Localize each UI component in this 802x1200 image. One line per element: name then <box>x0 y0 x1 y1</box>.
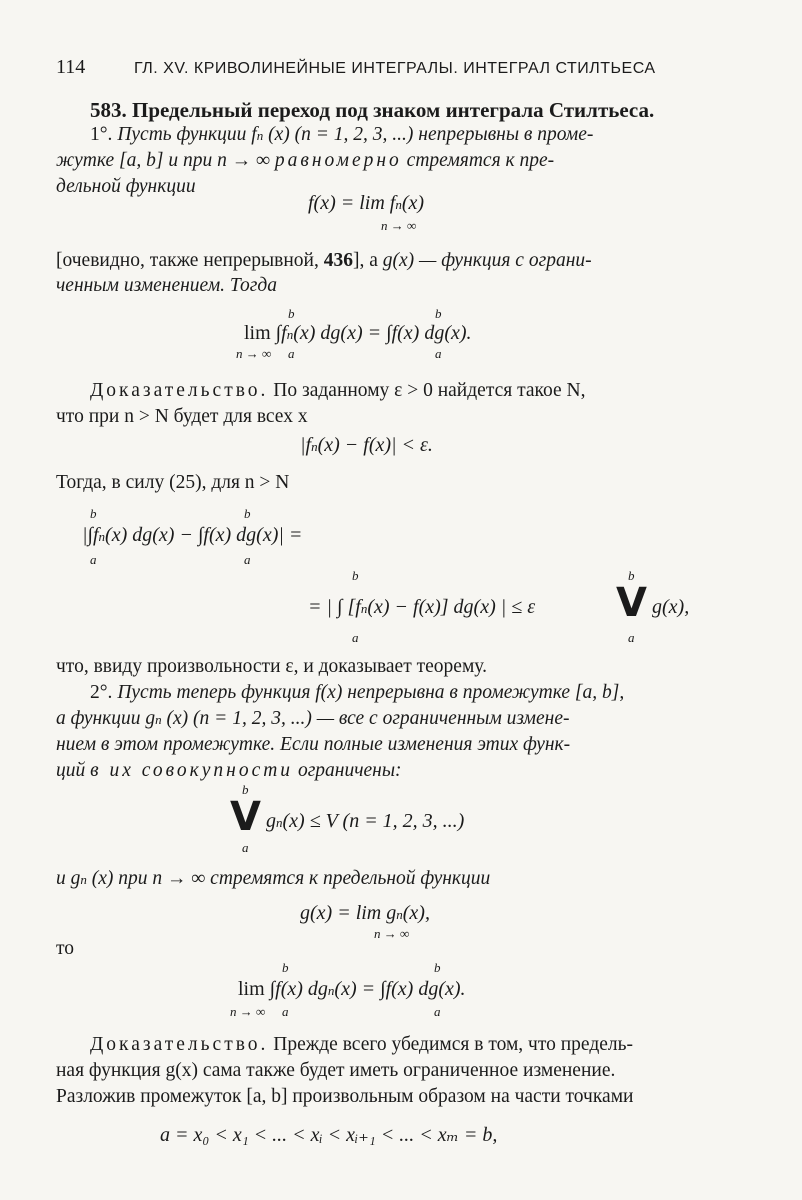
theorem2-line4 <box>56 758 402 784</box>
integral-middle: (x) dg(x) = <box>293 322 382 344</box>
subscript: n <box>98 529 106 544</box>
integral-upper-limit: b <box>352 568 359 583</box>
variation-lower-limit: a <box>242 840 249 855</box>
integral-lower-limit: a <box>244 552 251 567</box>
integral-upper-limit: b <box>288 306 295 321</box>
paragraph2-text-c: g(x) — функция с ограни- <box>382 250 592 271</box>
proof1-line3: Тогда, в силу (25), для n > N <box>56 472 290 493</box>
theorem2-line4-a: ций <box>56 760 86 781</box>
integral-lower-limit: a <box>352 630 359 645</box>
subscript: n <box>256 128 264 143</box>
theorem2-line5-a: и g <box>56 868 81 889</box>
formula-limit-function-b: (x) <box>401 192 425 214</box>
integral-right: ∫f(x) dg(x). <box>380 978 466 1000</box>
limit-symbol: lim <box>238 978 265 1000</box>
integral-upper-limit: b <box>434 960 441 975</box>
theorem1-line2 <box>56 148 554 174</box>
running-title: ГЛ. XV. КРИВОЛИНЕЙНЫЕ ИНТЕГРАЛЫ. ИНТЕГРАЛ СТИЛТЬЕСА <box>134 60 656 77</box>
theorem1-line1 <box>90 122 593 149</box>
subscript: n <box>286 327 294 342</box>
theorem2-number: 2°. <box>90 682 113 703</box>
formula-estimate-b: (x) − f(x)] dg(x) | ≤ ε <box>367 596 536 618</box>
formula-estimate-a: = | ∫ [f <box>308 596 361 618</box>
paragraph2-line1 <box>56 248 592 274</box>
variation-upper-limit: b <box>242 782 249 797</box>
theorem1-line2-b: стремятся к пре- <box>406 150 555 171</box>
formula-uniform-bound-a: |f <box>300 434 312 456</box>
integral-lower-limit: a <box>288 346 295 361</box>
subscript: n <box>155 712 162 727</box>
subscript: n <box>396 907 403 922</box>
page-number: 114 <box>56 56 86 78</box>
formula-limit-under: n → ∞ <box>236 346 272 361</box>
proof1-text: По заданному ε > 0 найдется такое N, <box>273 380 586 401</box>
theorem1-text-b: (x) (n = 1, 2, 3, ...) непрерывны в проме- <box>268 124 594 145</box>
formula-limit-under: n → ∞ <box>381 218 417 233</box>
formula-limit-under: n → ∞ <box>374 926 410 941</box>
integral-upper-limit: b <box>244 506 251 521</box>
variation-lower-limit: a <box>628 630 635 645</box>
formula-uniform-bound <box>300 434 433 457</box>
formula-limit-g-a: g(x) = lim g <box>300 902 397 924</box>
integral-right: ∫f(x) dg(x). <box>386 322 472 344</box>
theorem2-line2 <box>56 706 569 733</box>
subscript: n <box>395 197 402 212</box>
formula-estimate <box>308 596 535 619</box>
theorem1-emphasis: равномерно <box>274 150 402 171</box>
paragraph2-text-a: [очевидно, также непрерывной, <box>56 250 319 271</box>
integral-lower-limit: a <box>282 1004 289 1019</box>
theorem2-line5-b: (x) при n → ∞ стремятся к предельной функции <box>91 868 491 889</box>
paragraph2-line2: ченным изменением. Тогда <box>56 275 278 296</box>
total-variation-symbol: V <box>230 794 261 840</box>
variation-upper-limit: b <box>628 568 635 583</box>
formula-difference-a: |∫f <box>82 524 99 546</box>
theorem2-line1 <box>90 680 624 706</box>
formula-uniform-bound-b: (x) − f(x)| < ε. <box>317 434 433 456</box>
subscript: n <box>311 439 318 454</box>
theorem2-line5 <box>56 866 490 893</box>
total-variation-symbol: V <box>616 580 647 626</box>
formula-bounded-variation-a: g <box>266 810 276 832</box>
integral-upper-limit: b <box>90 506 97 521</box>
integral-lower-limit: a <box>90 552 97 567</box>
integral-left: ∫f <box>275 322 287 344</box>
integral-upper-limit: b <box>435 306 442 321</box>
integral-middle: (x) = <box>334 978 376 1000</box>
proof1-conclusion: что, ввиду произвольности ε, и доказывает теорему. <box>56 656 487 677</box>
proof-word: Доказательство. <box>90 380 269 401</box>
proof2-line3: Разложив промежуток [a, b] произвольным образом на части точками <box>56 1086 634 1107</box>
theorem1-text-a: Пусть функции f <box>117 124 257 145</box>
theorem2-line2-b: (x) (n = 1, 2, 3, ...) — все с ограниченным измене- <box>166 708 570 729</box>
formula-theorem2 <box>238 978 466 1001</box>
formula-difference-b: (x) dg(x) − ∫f(x) dg(x)| = <box>105 524 303 546</box>
formula-limit-g <box>300 902 430 925</box>
paragraph2-text-b: ], а <box>352 250 378 271</box>
formula-main-theorem <box>244 322 472 345</box>
theorem1-number: 1°. <box>90 124 113 145</box>
proof-word: Доказательство. <box>90 1034 269 1055</box>
section-reference: 436 <box>323 250 353 271</box>
limit-symbol: lim <box>244 322 271 344</box>
theorem1-line2-a: жутке [a, b] и при n → ∞ <box>56 150 270 171</box>
formula-limit-function-a: f(x) = lim f <box>308 192 396 214</box>
theorem2-text: Пусть теперь функция f(x) непрерывна в промежутке [a, b], <box>117 682 625 703</box>
integral-lower-limit: a <box>434 1004 441 1019</box>
theorem2-emphasis: в их совокупности <box>90 760 294 781</box>
formula-bounded-variation-b: (x) ≤ V (n = 1, 2, 3, ...) <box>282 810 465 832</box>
section-heading: 583. Предельный переход под знаком интеграла Стилтьеса. <box>90 98 655 122</box>
formula-partition: a = x₀ < x₁ < ... < xᵢ < xᵢ₊₁ < ... < xₘ = b, <box>160 1124 498 1146</box>
theorem2-line4-b: ограничены: <box>297 760 402 781</box>
formula-estimate-c: g(x), <box>652 596 690 618</box>
formula-bounded-variation <box>266 810 464 833</box>
formula-limit-under: n → ∞ <box>230 1004 266 1019</box>
proof2-line1 <box>90 1032 633 1058</box>
proof1-line2: что при n > N будет для всех x <box>56 406 308 427</box>
then-word: то <box>56 938 75 959</box>
proof1-line1 <box>90 378 585 404</box>
formula-limit-function <box>308 192 424 215</box>
integral-upper-limit: b <box>282 960 289 975</box>
formula-difference <box>82 524 302 547</box>
subscript: n <box>80 872 87 887</box>
subscript: n <box>276 815 283 830</box>
theorem2-line2-a: а функции g <box>56 708 156 729</box>
subscript: n <box>360 601 368 616</box>
theorem2-line3: нием в этом промежутке. Если полные изменения этих функ- <box>56 734 571 755</box>
integral-left: ∫f(x) dg <box>269 978 328 1000</box>
integral-lower-limit: a <box>435 346 442 361</box>
subscript: n <box>327 983 335 998</box>
theorem1-line3: дельной функции <box>56 176 196 197</box>
proof2-line2: ная функция g(x) сама также будет иметь ограниченное изменение. <box>56 1060 616 1081</box>
formula-limit-g-b: (x), <box>402 902 430 924</box>
proof2-text: Прежде всего убедимся в том, что предель- <box>273 1034 634 1055</box>
